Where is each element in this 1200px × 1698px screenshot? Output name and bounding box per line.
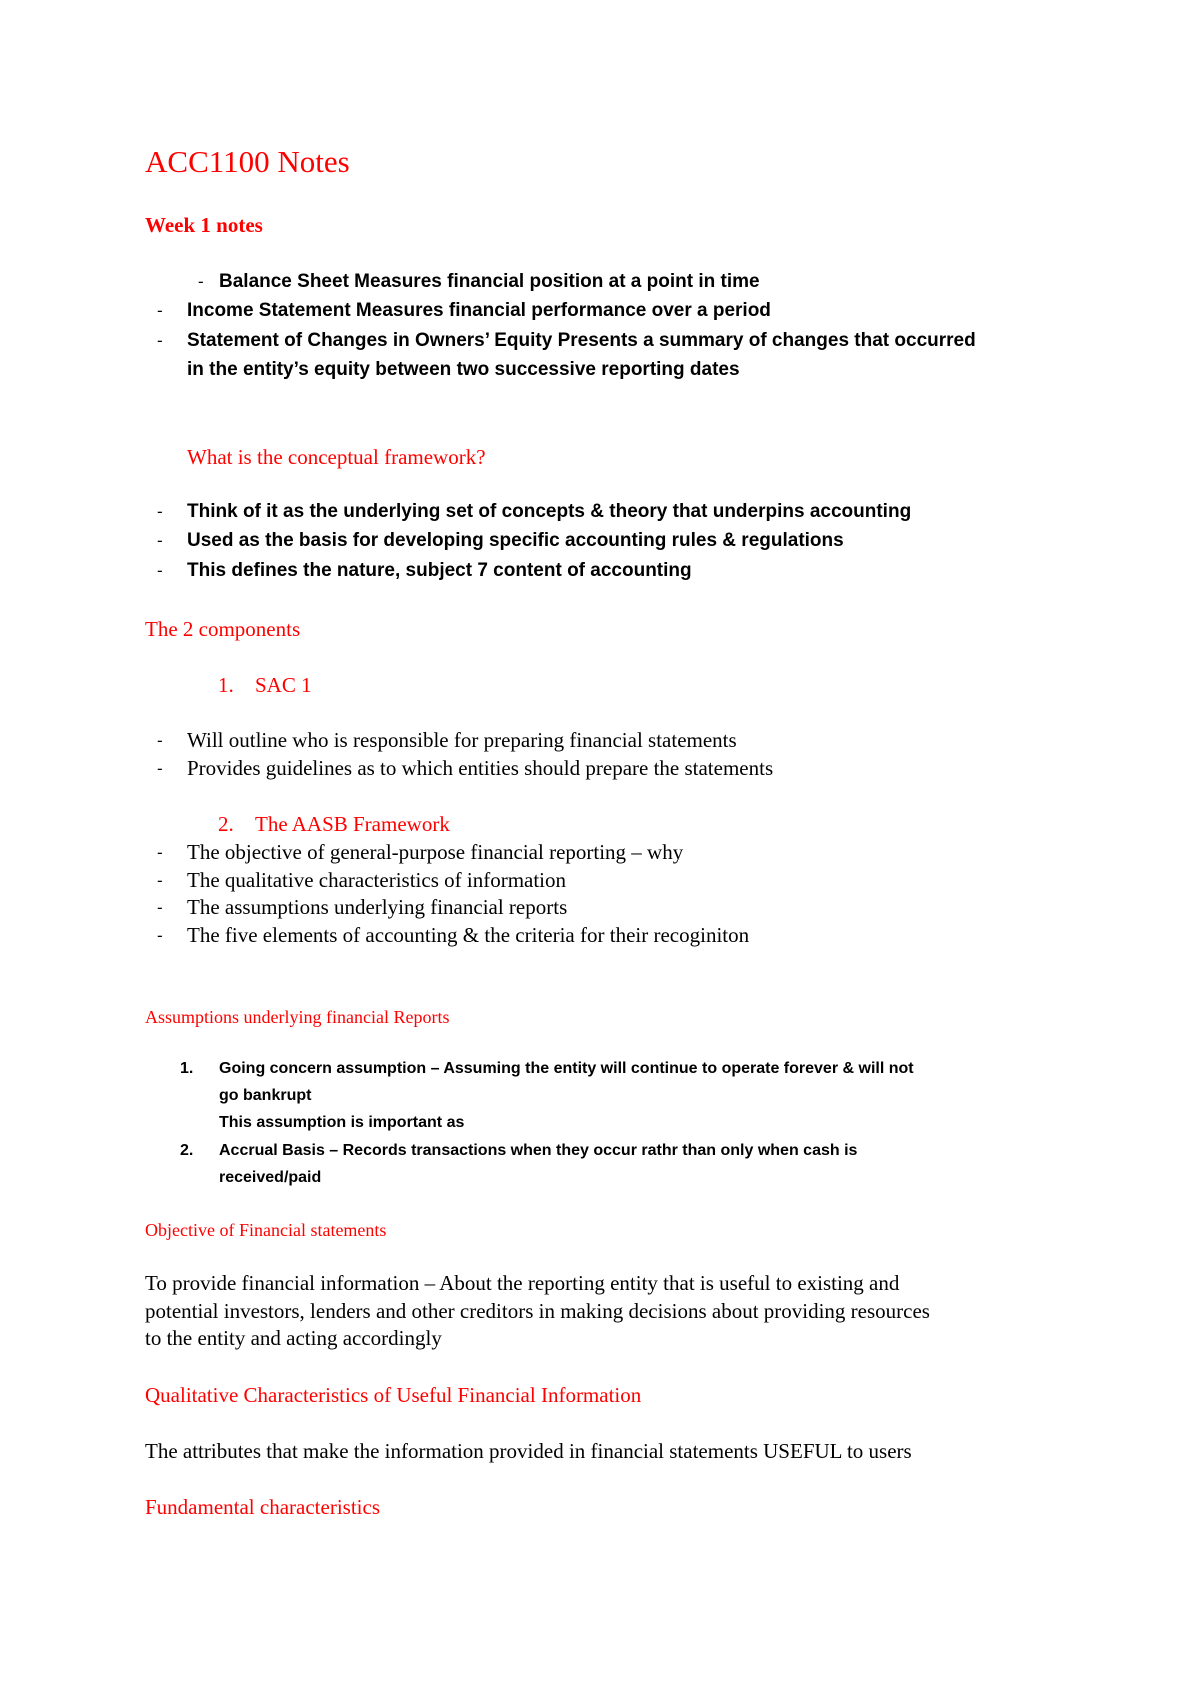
assumptions-heading: Assumptions underlying financial Reports <box>145 1007 450 1027</box>
conceptual-item: This defines the nature, subject 7 content of accounting <box>187 560 692 581</box>
bullet-dash: - <box>157 898 163 917</box>
assumption-number: 1. <box>180 1060 194 1077</box>
component-item: Provides guidelines as to which entities should prepare the statements <box>187 756 774 780</box>
component-label: SAC 1 <box>255 673 312 697</box>
qualitative-text: The attributes that make the information provided in financial statements USEFUL to users <box>145 1439 912 1463</box>
bullet-dash: - <box>157 531 163 550</box>
assumption-line: This assumption is important as <box>219 1114 465 1131</box>
bullet-dash: - <box>157 561 163 580</box>
bullet-dash: - <box>157 843 163 862</box>
document-title: ACC1100 Notes <box>145 144 350 179</box>
component-item: The five elements of accounting & the criteria for their recoginiton <box>187 923 750 947</box>
bullet-dash: - <box>157 502 163 521</box>
component-item: The qualitative characteristics of information <box>187 868 567 892</box>
week-heading: Week 1 notes <box>145 213 263 237</box>
statement-item: Income Statement Measures financial performance over a period <box>187 300 771 321</box>
bullet-dash: - <box>157 331 163 350</box>
component-number: 2. <box>218 812 234 836</box>
bullet-dash: - <box>157 759 163 778</box>
assumption-line: received/paid <box>219 1169 322 1186</box>
component-item: The assumptions underlying financial reports <box>187 895 568 919</box>
conceptual-framework-heading: What is the conceptual framework? <box>187 445 486 469</box>
statement-item: Balance Sheet Measures financial position at a point in time <box>219 271 760 292</box>
conceptual-item: Used as the basis for developing specific accounting rules & regulations <box>187 530 844 551</box>
objective-text-line: potential investors, lenders and other creditors in making decisions about providing resources <box>145 1299 930 1323</box>
qualitative-heading: Qualitative Characteristics of Useful Financial Information <box>145 1383 642 1407</box>
assumption-line: go bankrupt <box>219 1087 312 1104</box>
bullet-dash: - <box>157 301 163 320</box>
bullet-dash: - <box>198 272 204 291</box>
component-item: The objective of general-purpose financial reporting – why <box>187 840 684 864</box>
statement-item: Statement of Changes in Owners’ Equity Presents a summary of changes that occurred <box>187 330 976 351</box>
component-number: 1. <box>218 673 234 697</box>
assumption-line: Going concern assumption – Assuming the entity will continue to operate forever & will not <box>219 1060 914 1077</box>
assumption-number: 2. <box>180 1142 194 1159</box>
conceptual-item: Think of it as the underlying set of concepts & theory that underpins accounting <box>187 501 912 522</box>
bullet-dash: - <box>157 926 163 945</box>
statement-item-continued: in the entity’s equity between two successive reporting dates <box>187 359 740 380</box>
bullet-dash: - <box>157 731 163 750</box>
fundamental-heading: Fundamental characteristics <box>145 1495 380 1519</box>
components-heading: The 2 components <box>145 617 301 641</box>
objective-text-line: To provide financial information – About the reporting entity that is useful to existing and <box>145 1271 900 1295</box>
objective-heading: Objective of Financial statements <box>145 1220 387 1240</box>
assumption-line: Accrual Basis – Records transactions when they occur rathr than only when cash is <box>219 1142 858 1159</box>
bullet-dash: - <box>157 871 163 890</box>
component-item: Will outline who is responsible for preparing financial statements <box>187 728 737 752</box>
objective-text-line: to the entity and acting accordingly <box>145 1326 442 1350</box>
component-label: The AASB Framework <box>255 812 450 836</box>
